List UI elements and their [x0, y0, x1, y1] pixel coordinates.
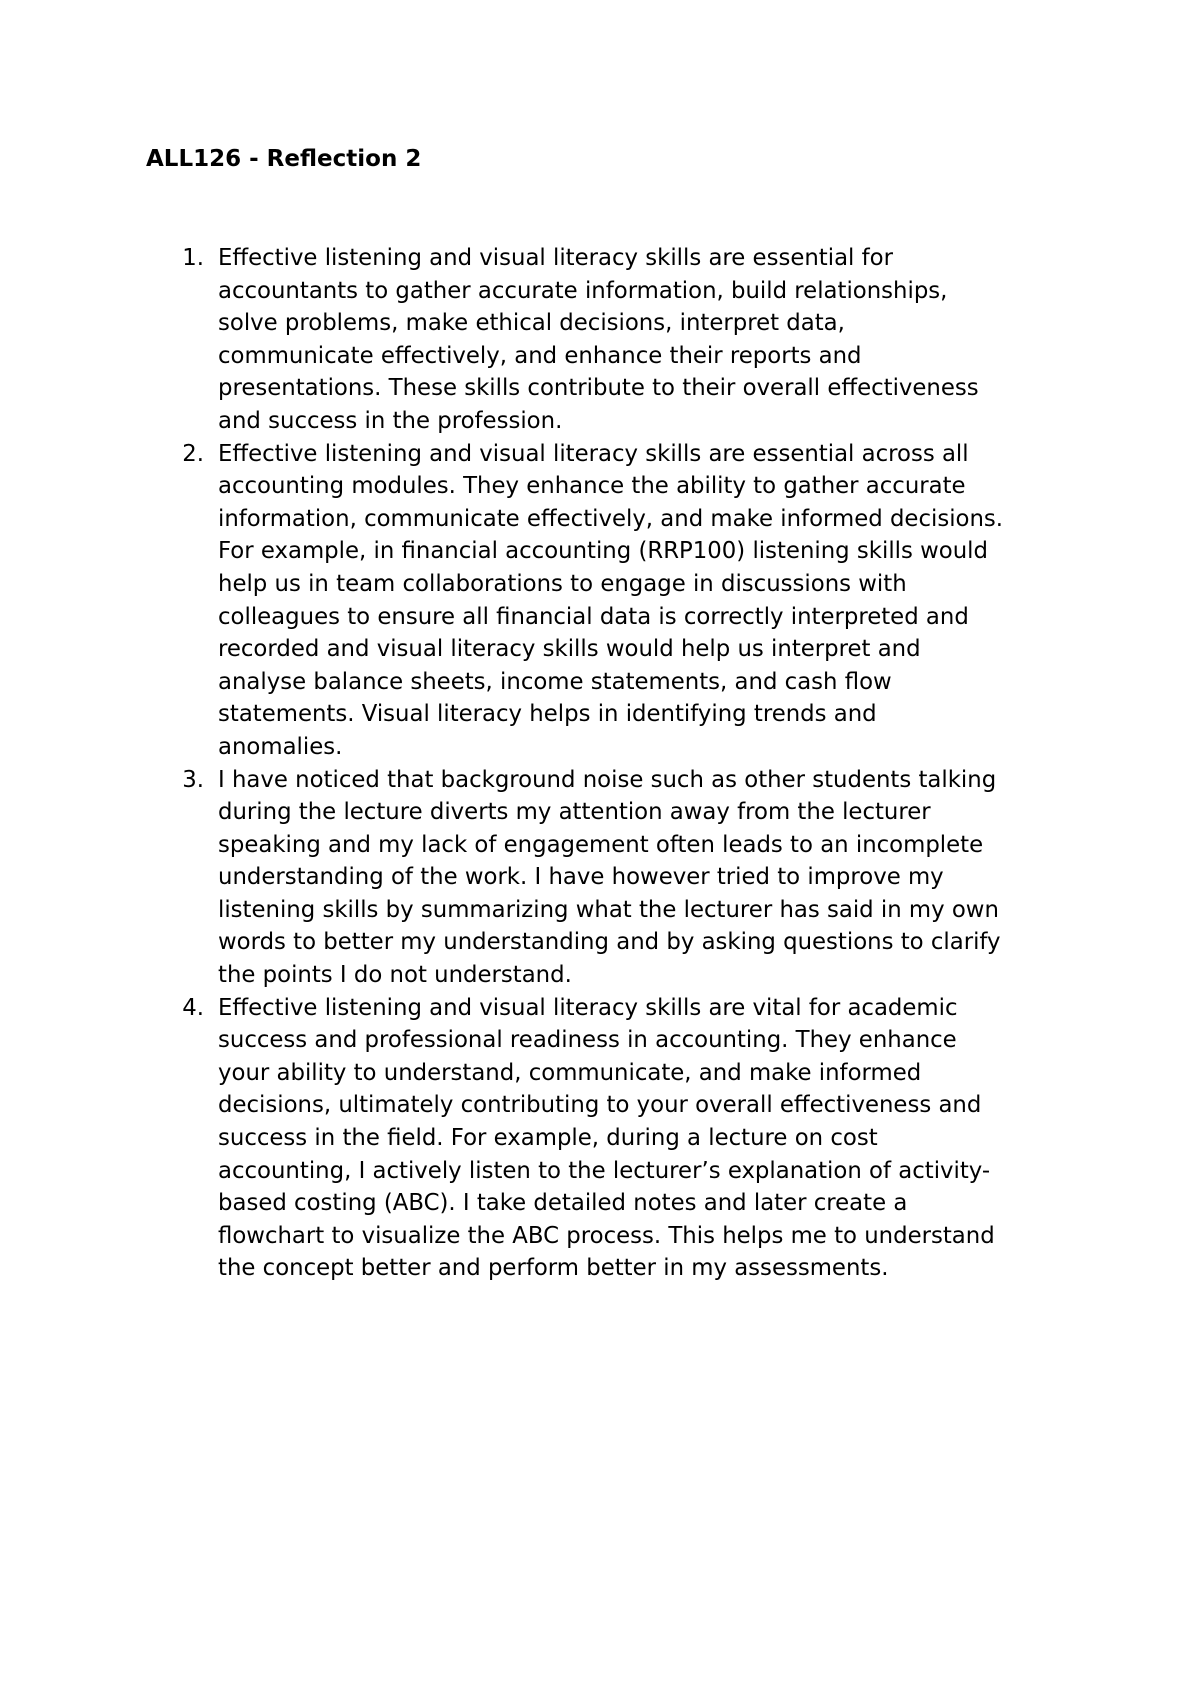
- text-line: the points I do not understand.: [218, 962, 572, 989]
- reflection-item-1: [0, 242, 1200, 438]
- text-line: solve problems, make ethical decisions, interpret data,: [218, 310, 845, 337]
- text-line: For example, in financial accounting (RRP100) listening skills would: [218, 538, 988, 565]
- item-text: [218, 438, 1068, 764]
- text-line: I have noticed that background noise such as other students talking: [218, 766, 997, 793]
- reflection-item-2: [0, 438, 1200, 764]
- text-line: Effective listening and visual literacy skills are essential across all: [218, 440, 969, 467]
- text-line: anomalies.: [218, 733, 343, 760]
- text-line: presentations. These skills contribute to their overall effectiveness: [218, 375, 979, 402]
- item-number: 3.: [182, 766, 204, 793]
- text-line: analyse balance sheets, income statements, and cash flow: [218, 668, 892, 695]
- text-line: accounting, I actively listen to the lecturer’s explanation of activity-: [218, 1157, 991, 1184]
- document-title: ALL126 - Reflection 2: [146, 146, 422, 172]
- text-line: during the lecture diverts my attention away from the lecturer: [218, 799, 931, 826]
- text-line: Effective listening and visual literacy skills are essential for: [218, 245, 893, 271]
- text-line: your ability to understand, communicate, and make informed: [218, 1059, 922, 1086]
- text-line: success in the field. For example, during a lecture on cost: [218, 1125, 878, 1152]
- text-line: based costing (ABC). I take detailed notes and later create a: [218, 1190, 908, 1217]
- text-line: decisions, ultimately contributing to your overall effectiveness and: [218, 1092, 982, 1119]
- text-line: the concept better and perform better in my assessments.: [218, 1255, 889, 1282]
- item-text: [218, 764, 1068, 992]
- text-line: flowchart to visualize the ABC process. This helps me to understand: [218, 1222, 995, 1249]
- text-line: accountants to gather accurate information, build relationships,: [218, 277, 948, 304]
- text-line: communicate effectively, and enhance their reports and: [218, 342, 862, 369]
- text-line: recorded and visual literacy skills would help us interpret and: [218, 636, 921, 663]
- text-line: and success in the profession.: [218, 407, 563, 434]
- text-line: listening skills by summarizing what the lecturer has said in my own: [218, 896, 999, 923]
- item-number: 4.: [182, 994, 204, 1021]
- text-line: speaking and my lack of engagement often leads to an incomplete: [218, 831, 984, 858]
- reflection-item-3: [0, 764, 1200, 992]
- item-number: 1.: [182, 245, 204, 271]
- text-line: words to better my understanding and by asking questions to clarify: [218, 929, 1001, 956]
- text-line: information, communicate effectively, and make informed decisions.: [218, 505, 1004, 532]
- text-line: Effective listening and visual literacy skills are vital for academic: [218, 994, 958, 1021]
- item-text: [218, 992, 1068, 1285]
- item-number: 2.: [182, 440, 204, 467]
- text-line: accounting modules. They enhance the ability to gather accurate: [218, 473, 966, 500]
- text-line: statements. Visual literacy helps in identifying trends and: [218, 701, 877, 728]
- text-line: help us in team collaborations to engage in discussions with: [218, 570, 907, 597]
- reflection-item-4: [0, 992, 1200, 1285]
- text-line: success and professional readiness in accounting. They enhance: [218, 1027, 957, 1054]
- item-text: [218, 242, 1068, 438]
- text-line: understanding of the work. I have however tried to improve my: [218, 864, 944, 891]
- reflection-list: [0, 242, 1200, 1285]
- text-line: colleagues to ensure all financial data is correctly interpreted and: [218, 603, 969, 630]
